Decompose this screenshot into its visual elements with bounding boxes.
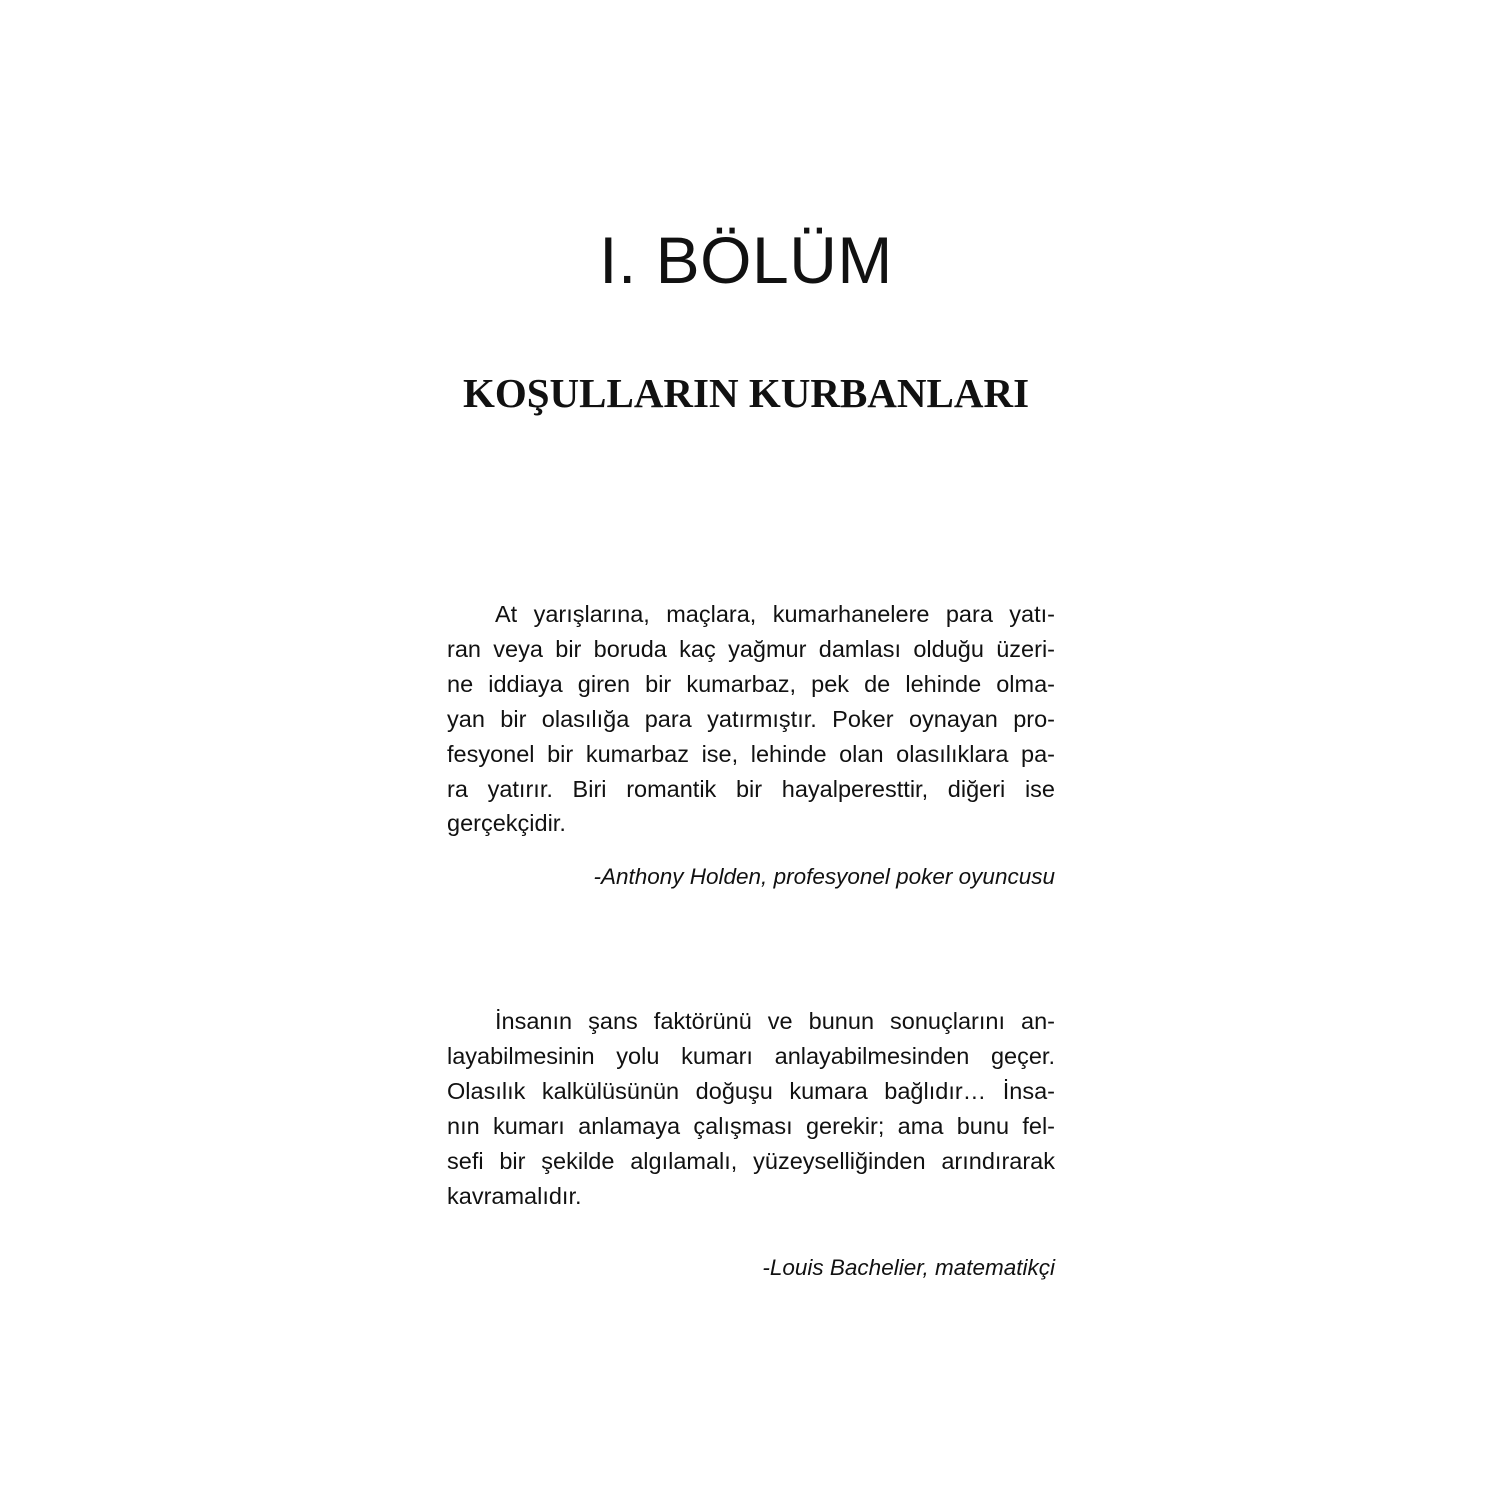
chapter-number-title: I. BÖLÜM	[599, 223, 893, 297]
chapter-subtitle: KOŞULLARIN KURBANLARI	[462, 370, 1030, 416]
quote-line: fesyonel bir kumarbaz ise, lehinde olan olasılıklara pa-	[447, 740, 1055, 767]
quote-line: İnsanın şans faktörünü ve bunun sonuçlarını an-	[495, 1008, 1055, 1034]
quote-line: layabilmesinin yolu kumarı anlayabilmesinden geçer.	[447, 1042, 1055, 1069]
quote-attribution-2: -Louis Bachelier, matematikçi	[762, 1255, 1055, 1280]
quote-line: ne iddiaya giren bir kumarbaz, pek de lehinde olma-	[447, 670, 1055, 697]
quote-line: gerçekçidir.	[447, 810, 566, 837]
quote-line: kavramalıdır.	[447, 1182, 582, 1209]
epigraph-quote-1	[447, 597, 1055, 841]
quote-line: yan bir olasılığa para yatırmıştır. Poker oynayan pro-	[447, 705, 1055, 732]
quote-line: At yarışlarına, maçlara, kumarhanelere para yatı-	[495, 601, 1055, 627]
quote-line: sefi bir şekilde algılamalı, yüzeyselliğinden arındırarak	[447, 1147, 1055, 1174]
quote-line: Olasılık kalkülüsünün doğuşu kumara bağlıdır… İnsa-	[447, 1077, 1055, 1104]
quote-attribution-1: -Anthony Holden, profesyonel poker oyuncusu	[593, 864, 1055, 889]
quote-line: ra yatırır. Biri romantik bir hayalperesttir, diğeri ise	[447, 775, 1055, 802]
epigraph-quote-2	[447, 1004, 1055, 1213]
quote-line: ran veya bir boruda kaç yağmur damlası olduğu üzeri-	[447, 635, 1055, 662]
quote-line: nın kumarı anlamaya çalışması gerekir; ama bunu fel-	[447, 1112, 1055, 1139]
